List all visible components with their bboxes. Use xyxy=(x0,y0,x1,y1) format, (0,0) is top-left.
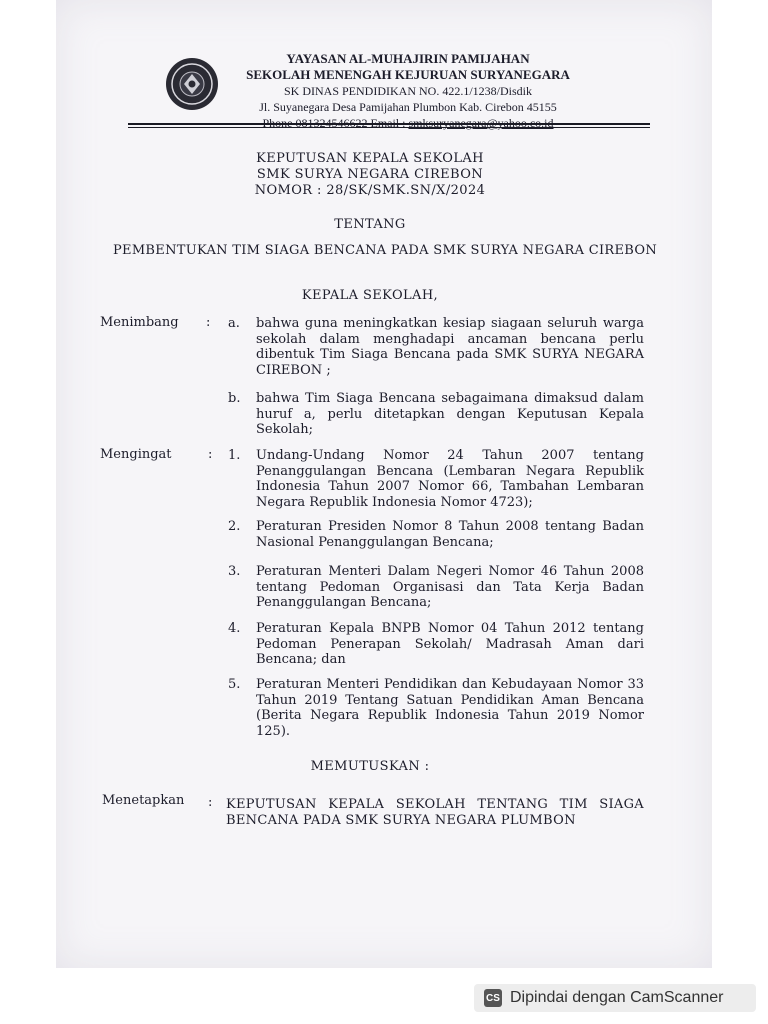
menimbang-marker-a: a. xyxy=(228,316,240,331)
mengingat-marker-2: 2. xyxy=(228,519,241,534)
mengingat-marker-4: 4. xyxy=(228,621,241,636)
menimbang-item-b: bahwa Tim Siaga Bencana sebagaimana dimaksud dalam huruf a, perlu ditetapkan dengan Keputusan Kepala Sekolah; xyxy=(256,391,644,437)
decree-subject: PEMBENTUKAN TIM SIAGA BENCANA PADA SMK SURYA NEGARA CIREBON xyxy=(112,243,658,258)
camscanner-icon: CS xyxy=(484,989,502,1007)
menimbang-colon: : xyxy=(206,315,211,330)
mengingat-colon: : xyxy=(208,447,213,462)
letterhead xyxy=(236,51,580,131)
school-name: SEKOLAH MENENGAH KEJURUAN SURYANEGARA xyxy=(246,67,570,82)
mengingat-label: Mengingat xyxy=(100,447,172,462)
mengingat-item-5: Peraturan Menteri Pendidikan dan Kebudayaan Nomor 33 Tahun 2019 Tentang Satuan Pendidikan Aman Bencana (Berita Negara Republik Indonesia Tahun 2019 Nomor 125). xyxy=(256,677,644,739)
foundation-name: YAYASAN AL-MUHAJIRIN PAMIJAHAN xyxy=(286,51,530,66)
menimbang-item-a: bahwa guna meningkatkan kesiap siagaan seluruh warga sekolah dalam menghadapi ancaman bencana perlu dibentuk Tim Siaga Bencana pada SMK SURYA NEGARA CIREBON ; xyxy=(256,316,644,378)
decree-number: SK DINAS PENDIDIKAN NO. 422.1/1238/Disdik xyxy=(283,84,532,98)
school-address: Jl. Suyanegara Desa Pamijahan Plumbon Kab. Cirebon 45155 xyxy=(259,100,557,114)
menimbang-label: Menimbang xyxy=(100,315,179,330)
memutuskan-heading: MEMUTUSKAN : xyxy=(310,759,430,774)
school-emblem-icon xyxy=(162,52,222,116)
mengingat-item-2: Peraturan Presiden Nomor 8 Tahun 2008 tentang Badan Nasional Penanggulangan Bencana; xyxy=(256,519,644,550)
mengingat-marker-3: 3. xyxy=(228,564,241,579)
mengingat-item-4: Peraturan Kepala BNPB Nomor 04 Tahun 2012 tentang Pedoman Penerapan Sekolah/ Madrasah Aman dari Bencana; dan xyxy=(256,621,644,667)
menetapkan-text: KEPUTUSAN KEPALA SEKOLAH TENTANG TIM SIAGA BENCANA PADA SMK SURYA NEGARA PLUMBON xyxy=(226,797,644,828)
camscanner-text: Dipindai dengan CamScanner xyxy=(510,989,724,1006)
decree-number-line: NOMOR : 28/SK/SMK.SN/X/2024 xyxy=(254,183,486,198)
menimbang-marker-b: b. xyxy=(228,391,241,406)
about-heading: TENTANG xyxy=(334,217,406,232)
mengingat-marker-5: 5. xyxy=(228,677,241,692)
menetapkan-label: Menetapkan xyxy=(102,793,185,808)
mengingat-item-3: Peraturan Menteri Dalam Negeri Nomor 46 Tahun 2008 tentang Pedoman Organisasi dan Tata Kerja Badan Penanggulangan Bencana; xyxy=(256,564,644,610)
authority-heading: KEPALA SEKOLAH, xyxy=(301,288,439,303)
decree-title-line2: SMK SURYA NEGARA CIREBON xyxy=(256,167,484,182)
menetapkan-colon: : xyxy=(208,795,213,810)
mengingat-marker-1: 1. xyxy=(228,448,241,463)
letterhead-rule-thick xyxy=(128,123,650,125)
decree-title-line1: KEPUTUSAN KEPALA SEKOLAH xyxy=(256,151,484,166)
mengingat-item-1: Undang-Undang Nomor 24 Tahun 2007 tentang Penanggulangan Bencana (Lembaran Negara Republik Indonesia Tahun 2007 Nomor 66, Tambahan Lembaran Negara Republik Indonesia Nomor 4723); xyxy=(256,448,644,510)
camscanner-watermark xyxy=(474,984,756,1012)
letterhead-rule-thin xyxy=(128,127,650,128)
